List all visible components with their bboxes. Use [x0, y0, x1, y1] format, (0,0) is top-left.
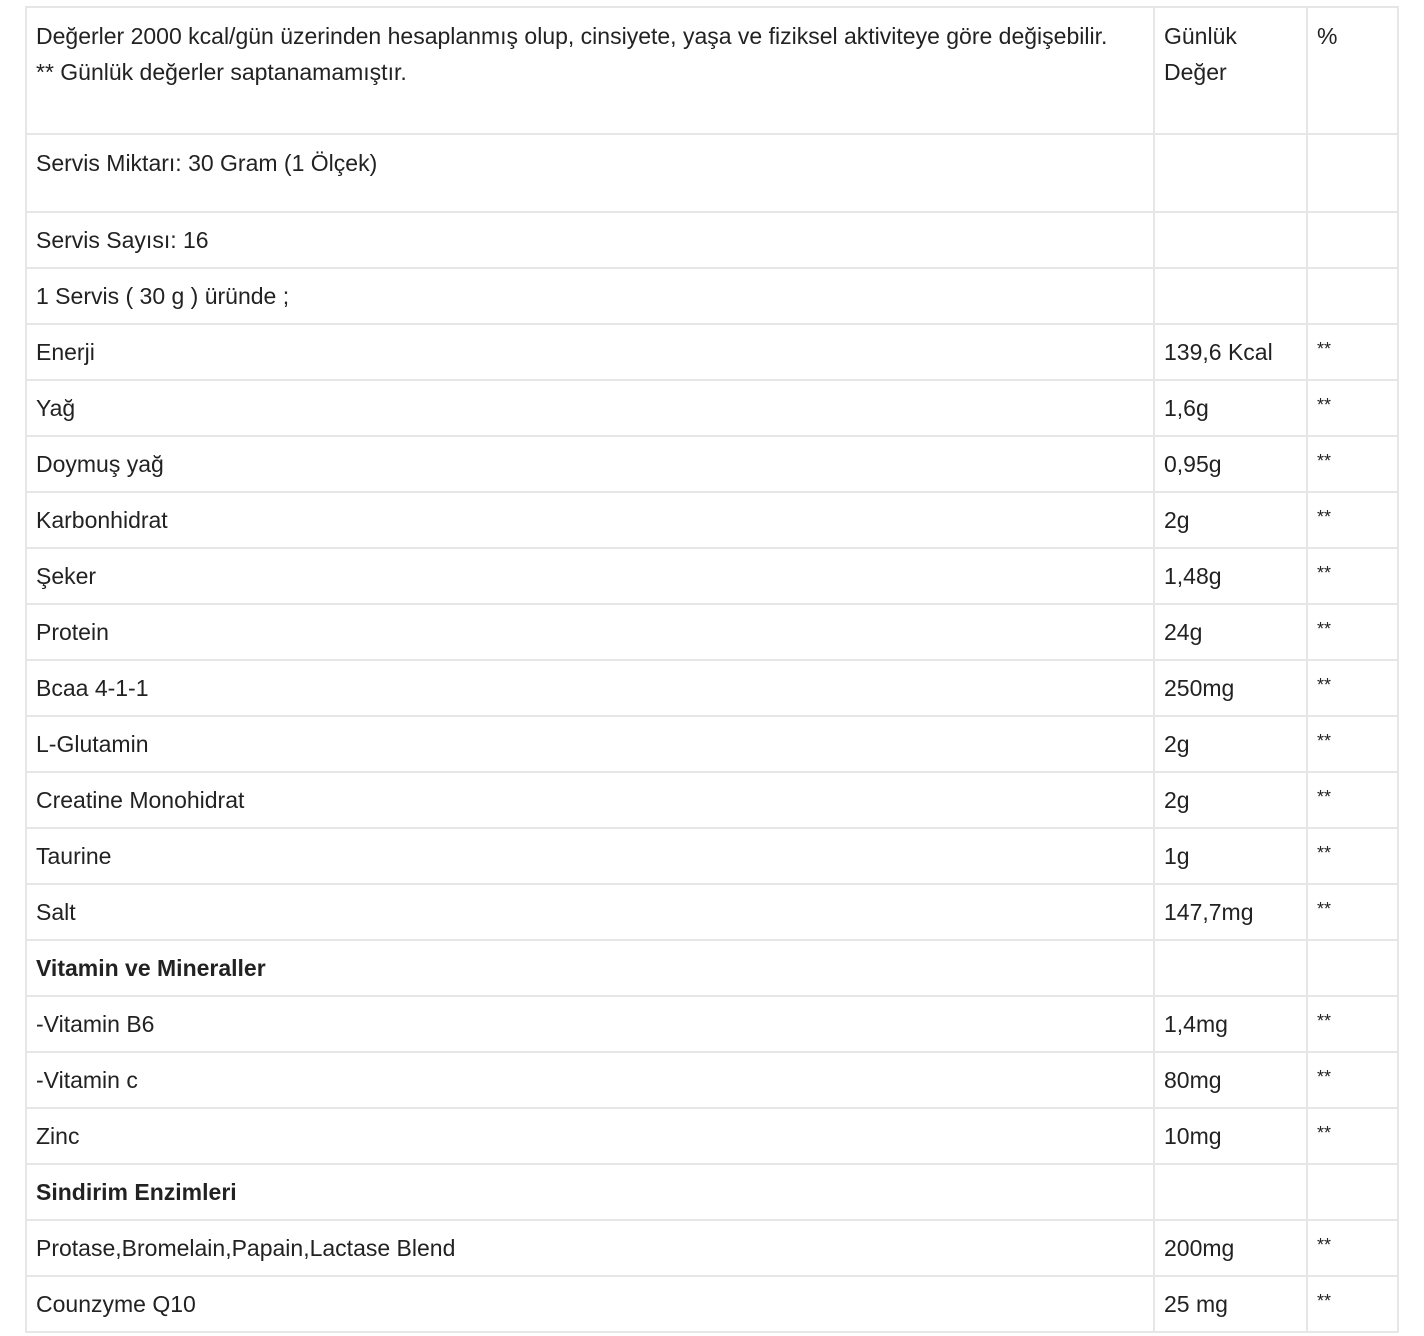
nutrient-label: Salt — [26, 884, 1154, 940]
table-row — [26, 134, 1398, 212]
value-cell — [1154, 212, 1307, 268]
table-row — [26, 772, 1398, 828]
nutrient-label: L-Glutamin — [26, 716, 1154, 772]
nutrient-percent: ** — [1307, 772, 1398, 828]
table-row — [26, 548, 1398, 604]
nutrient-percent: ** — [1307, 548, 1398, 604]
nutrient-label: Şeker — [26, 548, 1154, 604]
nutrient-value: 80mg — [1154, 1052, 1307, 1108]
nutrient-percent: ** — [1307, 1276, 1398, 1332]
nutrient-label: Protein — [26, 604, 1154, 660]
column-header-percent: % — [1307, 7, 1398, 134]
nutrient-percent: ** — [1307, 1220, 1398, 1276]
nutrient-value: 147,7mg — [1154, 884, 1307, 940]
percent-cell — [1307, 1164, 1398, 1220]
value-cell — [1154, 940, 1307, 996]
percent-cell — [1307, 268, 1398, 324]
nutrient-percent: ** — [1307, 492, 1398, 548]
serving-size-label: Servis Miktarı: 30 Gram (1 Ölçek) — [26, 134, 1154, 212]
section-row-vitamins — [26, 940, 1398, 996]
section-title-enzymes: Sindirim Enzimleri — [26, 1164, 1154, 1220]
value-cell — [1154, 134, 1307, 212]
nutrient-label: Protase,Bromelain,Papain,Lactase Blend — [26, 1220, 1154, 1276]
nutrient-label: -Vitamin B6 — [26, 996, 1154, 1052]
table-row — [26, 716, 1398, 772]
table-row — [26, 660, 1398, 716]
table-row — [26, 1276, 1398, 1332]
nutrient-value: 24g — [1154, 604, 1307, 660]
nutrition-table-container — [25, 6, 1397, 1333]
nutrient-percent: ** — [1307, 1108, 1398, 1164]
value-cell — [1154, 1164, 1307, 1220]
nutrient-label: Bcaa 4-1-1 — [26, 660, 1154, 716]
table-row — [26, 996, 1398, 1052]
nutrient-value: 1,48g — [1154, 548, 1307, 604]
percent-cell — [1307, 134, 1398, 212]
nutrient-percent: ** — [1307, 884, 1398, 940]
nutrient-value: 0,95g — [1154, 436, 1307, 492]
per-serving-label: 1 Servis ( 30 g ) üründe ; — [26, 268, 1154, 324]
nutrient-percent: ** — [1307, 996, 1398, 1052]
nutrient-value: 200mg — [1154, 1220, 1307, 1276]
serving-count-label: Servis Sayısı: 16 — [26, 212, 1154, 268]
table-row — [26, 1220, 1398, 1276]
nutrient-value: 139,6 Kcal — [1154, 324, 1307, 380]
table-row — [26, 828, 1398, 884]
nutrient-percent: ** — [1307, 716, 1398, 772]
nutrient-label: Enerji — [26, 324, 1154, 380]
percent-cell — [1307, 940, 1398, 996]
nutrient-percent: ** — [1307, 1052, 1398, 1108]
undetermined-note-line: ** Günlük değerler saptanamamıştır. — [36, 59, 407, 85]
nutrient-label: Doymuş yağ — [26, 436, 1154, 492]
table-row — [26, 268, 1398, 324]
table-row — [26, 380, 1398, 436]
nutrient-value: 250mg — [1154, 660, 1307, 716]
column-header-daily-value: Günlük Değer — [1154, 7, 1307, 134]
table-row — [26, 324, 1398, 380]
nutrient-value: 2g — [1154, 492, 1307, 548]
nutrient-percent: ** — [1307, 660, 1398, 716]
table-row — [26, 212, 1398, 268]
table-header-row — [26, 7, 1398, 134]
nutrient-percent: ** — [1307, 828, 1398, 884]
nutrient-value: 1,6g — [1154, 380, 1307, 436]
daily-value-note-line: Değerler 2000 kcal/gün üzerinden hesaplanmış olup, cinsiyete, yaşa ve fiziksel aktiviteye göre değişebilir. — [36, 23, 1108, 49]
table-row — [26, 884, 1398, 940]
table-row — [26, 604, 1398, 660]
nutrient-label: Yağ — [26, 380, 1154, 436]
nutrient-value: 1g — [1154, 828, 1307, 884]
daily-value-note — [26, 7, 1154, 134]
nutrient-value: 1,4mg — [1154, 996, 1307, 1052]
nutrient-label: Zinc — [26, 1108, 1154, 1164]
nutrient-label: Creatine Monohidrat — [26, 772, 1154, 828]
nutrition-facts-table — [25, 6, 1399, 1333]
table-row — [26, 1108, 1398, 1164]
nutrient-value: 2g — [1154, 716, 1307, 772]
nutrient-value: 2g — [1154, 772, 1307, 828]
nutrient-label: Karbonhidrat — [26, 492, 1154, 548]
percent-cell — [1307, 212, 1398, 268]
nutrient-label: Counzyme Q10 — [26, 1276, 1154, 1332]
section-title-vitamins: Vitamin ve Mineraller — [26, 940, 1154, 996]
nutrient-label: Taurine — [26, 828, 1154, 884]
section-row-enzymes — [26, 1164, 1398, 1220]
nutrient-percent: ** — [1307, 604, 1398, 660]
table-row — [26, 1052, 1398, 1108]
value-cell — [1154, 268, 1307, 324]
nutrient-value: 10mg — [1154, 1108, 1307, 1164]
nutrient-percent: ** — [1307, 324, 1398, 380]
nutrient-label: -Vitamin c — [26, 1052, 1154, 1108]
table-row — [26, 492, 1398, 548]
table-row — [26, 436, 1398, 492]
nutrient-percent: ** — [1307, 436, 1398, 492]
nutrient-value: 25 mg — [1154, 1276, 1307, 1332]
nutrient-percent: ** — [1307, 380, 1398, 436]
